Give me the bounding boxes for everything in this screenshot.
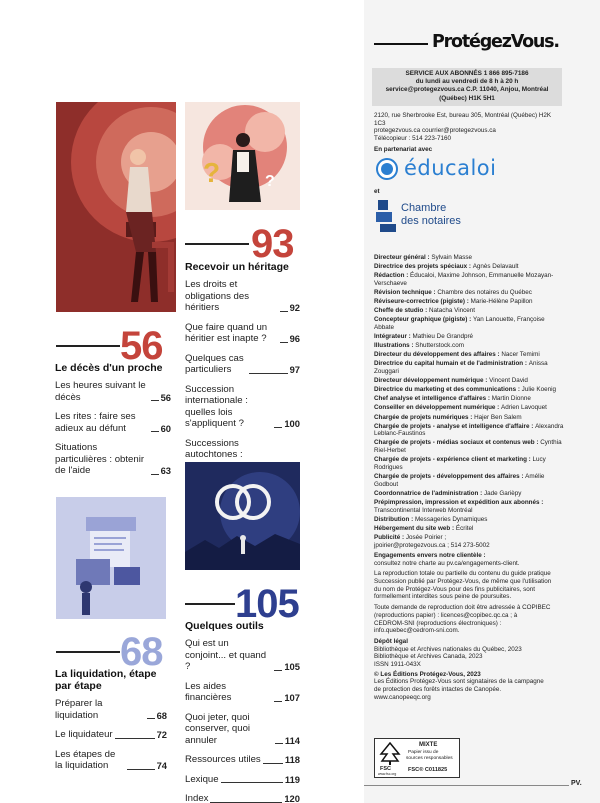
credit-name: Sylvain Masse	[431, 254, 473, 261]
credit-name: Nacer Temimi	[501, 351, 540, 359]
address-line: 2120, rue Sherbrooke Est, bureau 305, Montréal (Québec) H2K 1C3	[374, 112, 552, 127]
toc-entry-page: 119	[284, 773, 300, 785]
toc-entry-text: Lexique	[185, 773, 219, 785]
credit-role: Chargée de projets numériques :	[374, 413, 475, 421]
toc-entry[interactable]	[55, 749, 167, 772]
depot-line: ISSN 1911-043X	[374, 661, 421, 669]
section-56-rule	[56, 345, 120, 347]
chambre-notaires-icon	[374, 198, 398, 234]
credit-name: Cynthia Riel-Herbet	[374, 439, 562, 455]
footer-rule	[364, 785, 569, 786]
credit-line	[374, 423, 566, 438]
credit-line	[374, 439, 566, 454]
credit-role: Chargée de projets - médias sociaux et contenus web :	[374, 439, 541, 447]
subscriber-service-box	[372, 68, 562, 106]
toc-leader	[115, 738, 155, 739]
editions-label: © Les Éditions Protégez-Vous, 2023	[374, 670, 481, 678]
service-line: du lundi au vendredi de 8 h à 20 h	[415, 78, 519, 86]
section-105-rule	[185, 603, 235, 605]
fsc-line2: sources responsables	[406, 756, 453, 761]
toc-entry-text: Ressources utiles	[185, 754, 261, 765]
chambre-notaires-logo	[374, 196, 494, 236]
depot-label: Dépôt légal	[374, 637, 408, 645]
credit-role: Cheffe de studio :	[374, 307, 429, 315]
section-68-rule	[56, 651, 120, 653]
credit-line	[374, 490, 566, 498]
credits-container	[374, 254, 566, 532]
credit-role: Directeur développement numérique :	[374, 377, 490, 385]
copibec-paragraph	[374, 604, 566, 635]
toc-entry-page: 56	[160, 391, 171, 403]
credit-name: Mathieu De Grandpré	[412, 333, 474, 341]
section-93-title: Recevoir un héritage	[185, 261, 289, 273]
toc-entry-page: 72	[156, 729, 167, 740]
credit-name: Hajer Ben Salem	[474, 413, 522, 421]
toc-entry-page: 92	[289, 302, 300, 313]
credit-name: Anissa Zouggari	[374, 360, 548, 376]
toc-leader	[147, 718, 155, 719]
toc-entry-page: 114	[284, 734, 300, 746]
toc-entry-page: 105	[284, 661, 300, 672]
chambre-line2: des notaires	[401, 215, 461, 227]
credit-name: Vincent David	[489, 377, 528, 385]
toc-leader	[249, 373, 288, 374]
copibec-line: Toute demande de reproduction doit être adressée à COPIBEC	[374, 604, 551, 612]
toc-entry-text: Les droits et obligations des héritiers	[185, 279, 250, 313]
credit-role: Directeur du développement des affaires :	[374, 351, 502, 359]
credit-role: Chef analyse et intelligence d'affaires :	[374, 395, 492, 403]
credit-role: Directeur général :	[374, 254, 432, 261]
editions-line: Les Éditions Protégez-Vous sont signataires de la campagne	[374, 678, 544, 686]
toc-entry-page: 60	[160, 422, 171, 434]
credit-name: Amélie Godbout	[374, 473, 545, 488]
toc-leader	[274, 427, 282, 428]
educaloi-icon	[376, 158, 398, 180]
toc-leader	[274, 701, 282, 702]
credit-role: Chargée de projets - développement des affaires :	[374, 473, 526, 480]
credit-line	[374, 516, 566, 524]
toc-entry-text: Succession internationale : quelles lois s'appliquent ?	[185, 383, 248, 429]
copibec-line: CEDROM-SNI (reproductions électroniques) :	[374, 619, 502, 627]
credit-line	[374, 289, 566, 297]
toc-leader	[221, 782, 283, 783]
section-105-title: Quelques outils	[185, 620, 264, 632]
section-105	[185, 620, 300, 803]
toc-leader	[127, 769, 155, 770]
credit-role: Directrice du capital humain et de l'administration :	[374, 360, 529, 368]
section-93	[185, 261, 300, 484]
toc-entry-page: 68	[156, 709, 167, 721]
toc-entry-text: Les aides financières	[185, 680, 232, 703]
service-line: (Québec) H1K 5H1	[439, 94, 495, 102]
toc-entry[interactable]	[55, 411, 171, 434]
toc-entry-text: Quoi jeter, quoi conserver, quoi annuler	[185, 711, 251, 746]
fsc-tree-icon	[379, 742, 401, 768]
toc-entry[interactable]	[185, 681, 300, 704]
toc-leader	[263, 763, 283, 764]
logo-rule	[374, 43, 428, 45]
credit-role: Chargée de projets - expérience client et marketing :	[374, 456, 533, 464]
toc-leader	[210, 802, 282, 803]
credit-role: Directrice du marketing et des communications :	[374, 386, 522, 394]
fsc-mixte: MIXTE	[419, 742, 438, 748]
credit-line	[374, 499, 566, 514]
credit-role: Directrice des projets spéciaux :	[374, 263, 473, 271]
svg-text:?: ?	[203, 157, 221, 188]
toc-entry-page: 97	[289, 364, 300, 375]
credit-line	[374, 263, 566, 271]
svg-text:?: ?	[265, 173, 275, 190]
illustration-thinking-woman	[185, 102, 300, 210]
legal-line: formellement interdites sous peine de poursuites.	[374, 593, 512, 601]
educaloi-wordmark: éducaloi	[404, 156, 497, 180]
toc-entry-page: 63	[160, 465, 171, 476]
credit-name: Jade Garièpy	[483, 489, 522, 497]
section-93-number: 93	[251, 222, 294, 266]
legal-paragraph	[374, 570, 566, 601]
fsc-mark: FSC	[380, 766, 391, 772]
toc-entry[interactable]	[185, 353, 300, 376]
toc-entry[interactable]	[185, 384, 300, 430]
section-68	[55, 668, 167, 772]
credit-line	[374, 414, 566, 422]
toc-entry-text: Qui est un conjoint... et quand ?	[185, 638, 267, 672]
fsc-line1: Papier issu de	[408, 750, 439, 755]
credit-name: Agnès Delavault	[472, 263, 519, 271]
depot-line: Bibliothèque et Archives Canada, 2023	[374, 653, 483, 661]
protegez-vous-logo	[374, 30, 564, 56]
section-56-number: 56	[120, 324, 163, 368]
toc-entry[interactable]	[55, 729, 167, 741]
credit-line	[374, 377, 566, 385]
toc-entry[interactable]	[185, 279, 300, 314]
credit-role: Réviseure-correctrice (pigiste) :	[374, 298, 471, 306]
toc-entry[interactable]	[185, 774, 300, 786]
toc-leader	[151, 400, 159, 401]
toc-entry-text: Les rites : faire ses adieux au défunt	[55, 411, 136, 434]
toc-entry-text: Les étapes de la liquidation	[55, 748, 116, 771]
service-line: SERVICE AUX ABONNÉS 1 866 895-7186	[405, 70, 529, 77]
credit-line	[374, 386, 566, 394]
toc-leader	[274, 670, 282, 671]
credit-name: Transcontinental Interweb Montréal	[374, 506, 473, 514]
credit-name: Alexandra Leblanc-Faustinos	[374, 422, 564, 438]
engagements-line: consultez notre charte au pv.ca/engagements-client.	[374, 559, 520, 567]
section-68-title: La liquidation, étape par étape	[55, 668, 157, 692]
service-line: service@protegezvous.ca C.P. 11040, Anjou, Montréal	[385, 86, 549, 94]
toc-entry-text: Préparer la liquidation	[55, 698, 103, 721]
partner-label: En partenariat avec	[374, 146, 433, 153]
toc-entry-page: 74	[156, 760, 167, 771]
credit-line	[374, 333, 566, 341]
toc-entry-page: 96	[289, 333, 300, 344]
toc-leader	[151, 474, 159, 475]
credit-role: Distribution :	[374, 515, 415, 523]
credit-line	[374, 360, 566, 375]
credit-name: Adrien Lavoquet	[501, 404, 547, 412]
toc-entry-text: Le liquidateur	[55, 729, 113, 740]
credit-line	[374, 298, 566, 306]
toc-entry-text: Que faire quand un héritier est inapte ?	[185, 321, 268, 344]
fsc-certification	[374, 738, 460, 778]
toc-leader	[280, 342, 288, 343]
section-105-number: 105	[235, 582, 299, 626]
address-block	[374, 112, 564, 143]
credit-role: Prépimpression, impression et expédition aux abonnés :	[374, 498, 544, 506]
engagements-block	[374, 552, 566, 567]
credit-line	[374, 351, 566, 359]
credit-line	[374, 342, 566, 350]
credit-line	[374, 456, 566, 471]
toc-entry[interactable]	[185, 638, 300, 673]
publicite-line1: Josée Poirier ;	[405, 534, 447, 542]
copibec-line: (reproductions papier) : licences@copibec.qc.ca ; à	[374, 611, 518, 619]
chambre-line1: Chambre	[401, 202, 447, 214]
toc-entry-page: 118	[284, 754, 300, 765]
credit-line	[374, 525, 566, 533]
section-93-rule	[185, 243, 249, 245]
fsc-code: FSC® C011825	[408, 767, 448, 773]
editions-line: de protection des forêts intactes de Canopée.	[374, 686, 502, 694]
toc-entry-page: 107	[284, 692, 300, 703]
toc-entry-page: 120	[284, 793, 300, 803]
toc-entry[interactable]	[55, 380, 171, 403]
address-line: Télécopieur : 514 223-7160	[374, 135, 452, 143]
logo-text: ProtégezVous.	[432, 32, 559, 52]
toc-leader	[275, 743, 283, 744]
credit-role: Hébergement du site web :	[374, 524, 456, 532]
and-label: et	[374, 188, 380, 195]
toc-entry[interactable]	[185, 712, 300, 747]
credit-role: Révision technique :	[374, 288, 438, 296]
section-56	[55, 362, 171, 477]
credit-role: Coordonnatrice de l'administration :	[374, 489, 484, 497]
depot-line: Bibliothèque et Archives nationales du Québec, 2023	[374, 645, 522, 653]
publicite-label: Publicité :	[374, 534, 406, 542]
fsc-site: www.fsc.org	[378, 772, 397, 776]
credit-name: Natacha Vincent	[428, 307, 476, 315]
toc-entry-text: Index	[185, 793, 209, 803]
toc-entry-page: 100	[284, 418, 300, 429]
credit-line	[374, 473, 566, 488]
credit-role: Chargée de projets - analyse et intelligence d'affaire :	[374, 422, 536, 430]
engagements-label: Engagements envers notre clientèle :	[374, 551, 486, 559]
toc-entry[interactable]	[185, 754, 300, 766]
footer-pv-mark: PV.	[571, 780, 582, 787]
credit-name: Écritel	[455, 524, 474, 532]
credit-name: Yan Lanouette, Françoise Abbate	[374, 316, 545, 331]
credit-line	[374, 254, 566, 262]
credit-line	[374, 395, 566, 403]
credit-name: Chambre des notaires du Québec	[437, 288, 532, 296]
toc-entry[interactable]	[185, 322, 300, 345]
credit-role: Concepteur graphique (pigiste) :	[374, 316, 474, 324]
legal-line: Succession publié par Protégez-Vous, de même que l'utilisation	[374, 578, 552, 585]
credit-role: Conseiller en développement numérique :	[374, 404, 502, 412]
credit-name: Julie Koenig	[521, 386, 556, 394]
credit-name: Lucy Rodrigues	[374, 456, 546, 471]
credit-name: Shutterstock.com	[415, 342, 464, 350]
address-line: protegezvous.ca courrier@protegezvous.ca	[374, 127, 496, 135]
credit-name: Messageries Dynamiques	[414, 515, 488, 523]
credit-role: Illustrations :	[374, 342, 416, 350]
legal-line: du nom de Protégez-Vous pour des fins publicitaires, sont	[374, 585, 536, 593]
illustration-wedding-rings	[185, 462, 300, 570]
toc-entry-text: Successions autochtones :	[185, 437, 243, 460]
publicite-line2: jpoirier@protegezvous.ca ; 514 273-5002	[374, 542, 490, 550]
credit-line	[374, 272, 566, 287]
legal-line: La reproduction totale ou partielle du contenu du guide pratique	[374, 570, 551, 578]
credit-name: Marie-Hélène Papillon	[470, 298, 533, 306]
toc-entry-text: Les heures suivant le décès	[55, 380, 146, 403]
section-56-title: Le décès d'un proche	[55, 362, 163, 374]
credit-line	[374, 307, 566, 315]
editions-block	[374, 671, 566, 702]
educaloi-logo	[374, 156, 534, 184]
toc-entry[interactable]	[185, 793, 300, 803]
toc-entry[interactable]	[55, 442, 171, 477]
editions-line: www.canopeeqc.org	[374, 693, 431, 701]
publicite-block	[374, 534, 566, 549]
section-68-number: 68	[120, 630, 163, 674]
illustration-documents	[56, 497, 166, 619]
toc-entry-text: Situations particulières : obtenir de l'aide	[55, 442, 145, 476]
copibec-line: info.quebec@cedrom-sni.com.	[374, 627, 460, 635]
toc-entry[interactable]	[55, 698, 167, 721]
credit-line	[374, 316, 566, 331]
toc-leader	[151, 431, 159, 432]
depot-legal-block	[374, 638, 566, 669]
credit-line	[374, 404, 566, 412]
credit-role: Rédaction :	[374, 272, 411, 280]
illustration-grieving-figure	[56, 102, 176, 312]
toc-leader	[280, 311, 288, 312]
toc-entry-text: Quelques cas particuliers	[185, 352, 244, 375]
credit-name: Martin Dionne	[491, 395, 531, 403]
credits-list	[374, 254, 566, 702]
credit-name: Éducaloi, Maxime Johnson, Emmanuelle Mozayan-Verschaeve	[374, 272, 554, 287]
credit-role: Intégrateur :	[374, 333, 413, 341]
